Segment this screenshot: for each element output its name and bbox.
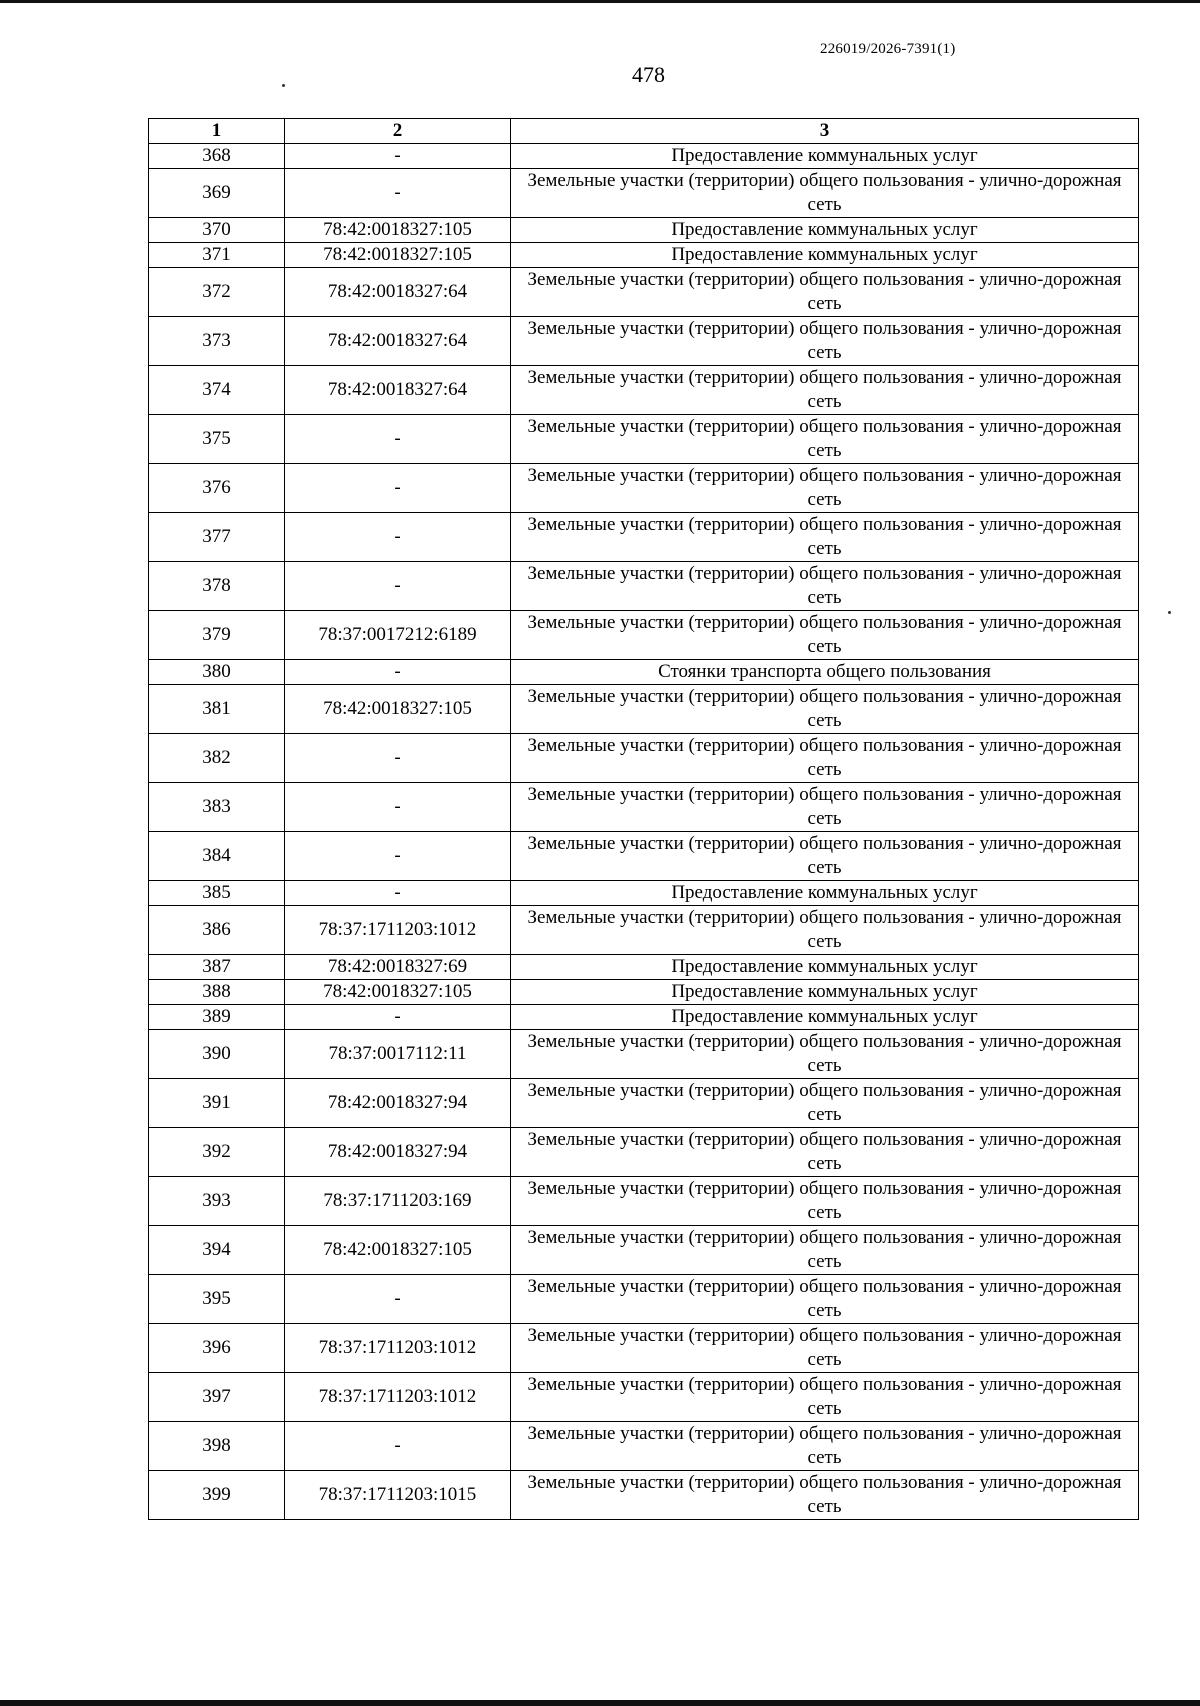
- cadastral-number-cell: -: [285, 660, 511, 685]
- column-header-purpose: 3: [511, 119, 1139, 144]
- table-row: [149, 1226, 1139, 1275]
- permitted-use-cell: Стоянки транспорта общего пользования: [511, 660, 1139, 685]
- cadastral-number-cell: 78:42:0018327:105: [285, 1226, 511, 1275]
- cadastral-number-cell: 78:37:1711203:1012: [285, 906, 511, 955]
- row-number-cell: 395: [149, 1275, 285, 1324]
- permitted-use-cell: Земельные участки (территории) общего пользования - улично-дорожная сеть: [511, 1030, 1139, 1079]
- cadastral-number-cell: 78:37:0017112:11: [285, 1030, 511, 1079]
- column-header-cadastral: 2: [285, 119, 511, 144]
- table-row: [149, 1128, 1139, 1177]
- permitted-use-cell: Земельные участки (территории) общего пользования - улично-дорожная сеть: [511, 685, 1139, 734]
- scan-speck: [1168, 611, 1171, 614]
- table-row: [149, 906, 1139, 955]
- cadastral-number-cell: -: [285, 881, 511, 906]
- cadastral-number-cell: -: [285, 1422, 511, 1471]
- cadastral-number-cell: 78:42:0018327:69: [285, 955, 511, 980]
- row-number-cell: 398: [149, 1422, 285, 1471]
- cadastral-number-cell: -: [285, 734, 511, 783]
- table-row: [149, 1079, 1139, 1128]
- table-row: [149, 955, 1139, 980]
- table-row: [149, 734, 1139, 783]
- table-row: [149, 1422, 1139, 1471]
- row-number-cell: 382: [149, 734, 285, 783]
- table-row: [149, 218, 1139, 243]
- permitted-use-cell: Предоставление коммунальных услуг: [511, 980, 1139, 1005]
- row-number-cell: 376: [149, 464, 285, 513]
- table-row: [149, 415, 1139, 464]
- permitted-use-cell: Земельные участки (территории) общего пользования - улично-дорожная сеть: [511, 1275, 1139, 1324]
- permitted-use-cell: Земельные участки (территории) общего пользования - улично-дорожная сеть: [511, 1226, 1139, 1275]
- table-header-row: [149, 119, 1139, 144]
- row-number-cell: 390: [149, 1030, 285, 1079]
- table-row: [149, 660, 1139, 685]
- table-row: [149, 562, 1139, 611]
- row-number-cell: 368: [149, 144, 285, 169]
- table-row: [149, 169, 1139, 218]
- land-plot-table: [148, 118, 1139, 1520]
- cadastral-number-cell: -: [285, 169, 511, 218]
- page-number: 478: [632, 62, 665, 87]
- row-number-cell: 392: [149, 1128, 285, 1177]
- row-number-cell: 385: [149, 881, 285, 906]
- scan-border-top: [0, 0, 1200, 3]
- row-number-cell: 378: [149, 562, 285, 611]
- row-number-cell: 380: [149, 660, 285, 685]
- table-row: [149, 243, 1139, 268]
- permitted-use-cell: Земельные участки (территории) общего пользования - улично-дорожная сеть: [511, 1128, 1139, 1177]
- permitted-use-cell: Земельные участки (территории) общего пользования - улично-дорожная сеть: [511, 169, 1139, 218]
- table-row: [149, 1177, 1139, 1226]
- row-number-cell: 387: [149, 955, 285, 980]
- row-number-cell: 394: [149, 1226, 285, 1275]
- row-number-cell: 396: [149, 1324, 285, 1373]
- permitted-use-cell: Земельные участки (территории) общего пользования - улично-дорожная сеть: [511, 1079, 1139, 1128]
- row-number-cell: 399: [149, 1471, 285, 1520]
- permitted-use-cell: Предоставление коммунальных услуг: [511, 218, 1139, 243]
- scan-speck: [282, 84, 285, 87]
- permitted-use-cell: Предоставление коммунальных услуг: [511, 881, 1139, 906]
- row-number-cell: 375: [149, 415, 285, 464]
- row-number-cell: 372: [149, 268, 285, 317]
- table-row: [149, 464, 1139, 513]
- permitted-use-cell: Земельные участки (территории) общего пользования - улично-дорожная сеть: [511, 464, 1139, 513]
- row-number-cell: 393: [149, 1177, 285, 1226]
- cadastral-number-cell: 78:37:0017212:6189: [285, 611, 511, 660]
- row-number-cell: 391: [149, 1079, 285, 1128]
- permitted-use-cell: Земельные участки (территории) общего пользования - улично-дорожная сеть: [511, 1177, 1139, 1226]
- cadastral-number-cell: 78:42:0018327:64: [285, 366, 511, 415]
- permitted-use-cell: Земельные участки (территории) общего пользования - улично-дорожная сеть: [511, 1422, 1139, 1471]
- cadastral-number-cell: 78:37:1711203:1012: [285, 1373, 511, 1422]
- cadastral-number-cell: 78:37:1711203:1015: [285, 1471, 511, 1520]
- row-number-cell: 381: [149, 685, 285, 734]
- row-number-cell: 397: [149, 1373, 285, 1422]
- cadastral-number-cell: -: [285, 144, 511, 169]
- permitted-use-cell: Земельные участки (территории) общего пользования - улично-дорожная сеть: [511, 1471, 1139, 1520]
- row-number-cell: 384: [149, 832, 285, 881]
- cadastral-number-cell: -: [285, 562, 511, 611]
- cadastral-number-cell: 78:42:0018327:105: [285, 218, 511, 243]
- permitted-use-cell: Земельные участки (территории) общего пользования - улично-дорожная сеть: [511, 611, 1139, 660]
- permitted-use-cell: Предоставление коммунальных услуг: [511, 144, 1139, 169]
- cadastral-number-cell: 78:37:1711203:1012: [285, 1324, 511, 1373]
- cadastral-number-cell: -: [285, 464, 511, 513]
- row-number-cell: 389: [149, 1005, 285, 1030]
- table-row: [149, 832, 1139, 881]
- document-reference: 226019/2026-7391(1): [820, 41, 956, 57]
- table-row: [149, 980, 1139, 1005]
- row-number-cell: 374: [149, 366, 285, 415]
- table-row: [149, 513, 1139, 562]
- permitted-use-cell: Земельные участки (территории) общего пользования - улично-дорожная сеть: [511, 317, 1139, 366]
- permitted-use-cell: Земельные участки (территории) общего пользования - улично-дорожная сеть: [511, 832, 1139, 881]
- row-number-cell: 383: [149, 783, 285, 832]
- row-number-cell: 371: [149, 243, 285, 268]
- permitted-use-cell: Земельные участки (территории) общего пользования - улично-дорожная сеть: [511, 366, 1139, 415]
- permitted-use-cell: Земельные участки (территории) общего пользования - улично-дорожная сеть: [511, 783, 1139, 832]
- table-row: [149, 783, 1139, 832]
- permitted-use-cell: Земельные участки (территории) общего пользования - улично-дорожная сеть: [511, 562, 1139, 611]
- table-body: [149, 144, 1139, 1520]
- table-row: [149, 611, 1139, 660]
- permitted-use-cell: Земельные участки (территории) общего пользования - улично-дорожная сеть: [511, 1324, 1139, 1373]
- permitted-use-cell: Земельные участки (территории) общего пользования - улично-дорожная сеть: [511, 268, 1139, 317]
- permitted-use-cell: Земельные участки (территории) общего пользования - улично-дорожная сеть: [511, 734, 1139, 783]
- column-header-number: 1: [149, 119, 285, 144]
- table-row: [149, 317, 1139, 366]
- table-row: [149, 881, 1139, 906]
- table-row: [149, 1471, 1139, 1520]
- land-plot-table-container: [148, 118, 1138, 1520]
- cadastral-number-cell: 78:42:0018327:64: [285, 317, 511, 366]
- permitted-use-cell: Земельные участки (территории) общего пользования - улично-дорожная сеть: [511, 1373, 1139, 1422]
- table-row: [149, 366, 1139, 415]
- table-row: [149, 685, 1139, 734]
- cadastral-number-cell: 78:37:1711203:169: [285, 1177, 511, 1226]
- permitted-use-cell: Земельные участки (территории) общего пользования - улично-дорожная сеть: [511, 906, 1139, 955]
- table-row: [149, 1324, 1139, 1373]
- permitted-use-cell: Предоставление коммунальных услуг: [511, 955, 1139, 980]
- table-row: [149, 1373, 1139, 1422]
- cadastral-number-cell: 78:42:0018327:105: [285, 685, 511, 734]
- cadastral-number-cell: -: [285, 783, 511, 832]
- row-number-cell: 386: [149, 906, 285, 955]
- cadastral-number-cell: -: [285, 415, 511, 464]
- permitted-use-cell: Предоставление коммунальных услуг: [511, 1005, 1139, 1030]
- row-number-cell: 370: [149, 218, 285, 243]
- cadastral-number-cell: 78:42:0018327:94: [285, 1079, 511, 1128]
- row-number-cell: 369: [149, 169, 285, 218]
- table-row: [149, 268, 1139, 317]
- table-row: [149, 144, 1139, 169]
- cadastral-number-cell: -: [285, 1005, 511, 1030]
- cadastral-number-cell: 78:42:0018327:105: [285, 243, 511, 268]
- permitted-use-cell: Предоставление коммунальных услуг: [511, 243, 1139, 268]
- row-number-cell: 388: [149, 980, 285, 1005]
- permitted-use-cell: Земельные участки (территории) общего пользования - улично-дорожная сеть: [511, 513, 1139, 562]
- cadastral-number-cell: -: [285, 513, 511, 562]
- permitted-use-cell: Земельные участки (территории) общего пользования - улично-дорожная сеть: [511, 415, 1139, 464]
- table-row: [149, 1275, 1139, 1324]
- row-number-cell: 373: [149, 317, 285, 366]
- cadastral-number-cell: 78:42:0018327:64: [285, 268, 511, 317]
- row-number-cell: 379: [149, 611, 285, 660]
- table-row: [149, 1005, 1139, 1030]
- row-number-cell: 377: [149, 513, 285, 562]
- table-row: [149, 1030, 1139, 1079]
- scan-border-bottom: [0, 1700, 1200, 1706]
- cadastral-number-cell: -: [285, 1275, 511, 1324]
- cadastral-number-cell: 78:42:0018327:94: [285, 1128, 511, 1177]
- cadastral-number-cell: 78:42:0018327:105: [285, 980, 511, 1005]
- cadastral-number-cell: -: [285, 832, 511, 881]
